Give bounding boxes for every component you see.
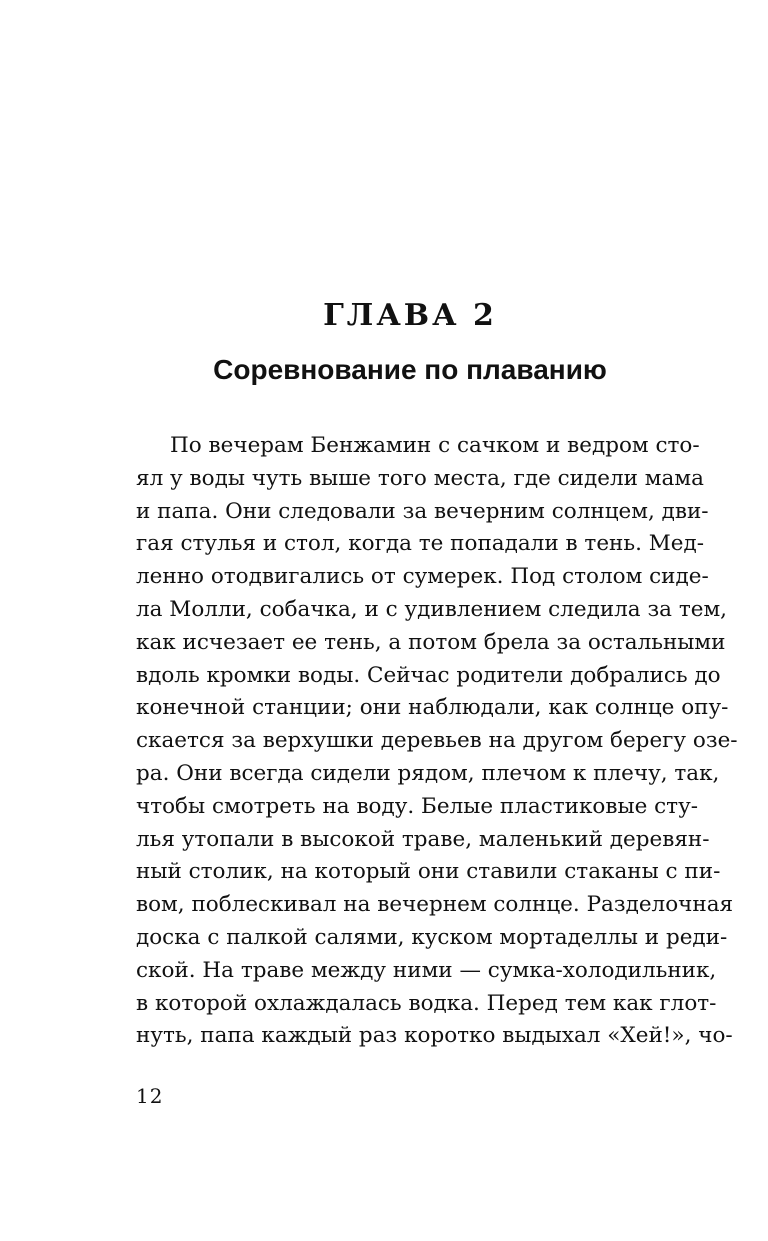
text-line: доска с палкой салями, куском мортаделлы и реди- xyxy=(136,924,728,950)
text-line: вом, поблескивал на вечернем солнце. Разделочная xyxy=(136,892,734,918)
chapter-body-text xyxy=(136,430,738,1053)
text-line: скается за верхушки деревьев на другом берегу озе- xyxy=(136,728,738,754)
text-line: лья утопали в высокой траве, маленький деревян- xyxy=(136,826,710,852)
text-line: в которой охлаждалась водка. Перед тем как глот- xyxy=(136,990,717,1016)
text-line: ленно отодвигались от сумерек. Под столом сиде- xyxy=(136,564,709,590)
text-line: ра. Они всегда сидели рядом, плечом к плечу, так, xyxy=(136,760,720,786)
text-line: и папа. Они следовали за вечерним солнцем, дви- xyxy=(136,498,709,524)
text-line: нуть, папа каждый раз коротко выдыхал «Хей!», чо- xyxy=(136,1023,733,1049)
text-line: ла Молли, собачка, и с удивлением следила за тем, xyxy=(136,596,728,622)
chapter-title: Соревнование по плаванию xyxy=(213,354,607,385)
text-line: чтобы смотреть на воду. Белые пластиковые сту- xyxy=(136,793,698,819)
text-line: По вечерам Бенжамин с сачком и ведром сто- xyxy=(170,433,700,458)
text-line: ской. На траве между ними — сумка-холодильник, xyxy=(136,957,717,983)
text-line: ял у воды чуть выше того места, где сидели мама xyxy=(136,465,704,491)
text-line: вдоль кромки воды. Сейчас родители добрались до xyxy=(136,662,721,688)
chapter-label: ГЛАВА 2 xyxy=(323,298,497,333)
text-line: гая стулья и стол, когда те попадали в тень. Мед- xyxy=(136,531,704,557)
text-line: ный столик, на который они ставили стаканы с пи- xyxy=(136,859,721,885)
text-line: конечной станции; они наблюдали, как солнце опу- xyxy=(136,695,729,721)
page-number: 12 xyxy=(136,1084,164,1108)
text-line: как исчезает ее тень, а потом брела за остальными xyxy=(136,629,726,655)
